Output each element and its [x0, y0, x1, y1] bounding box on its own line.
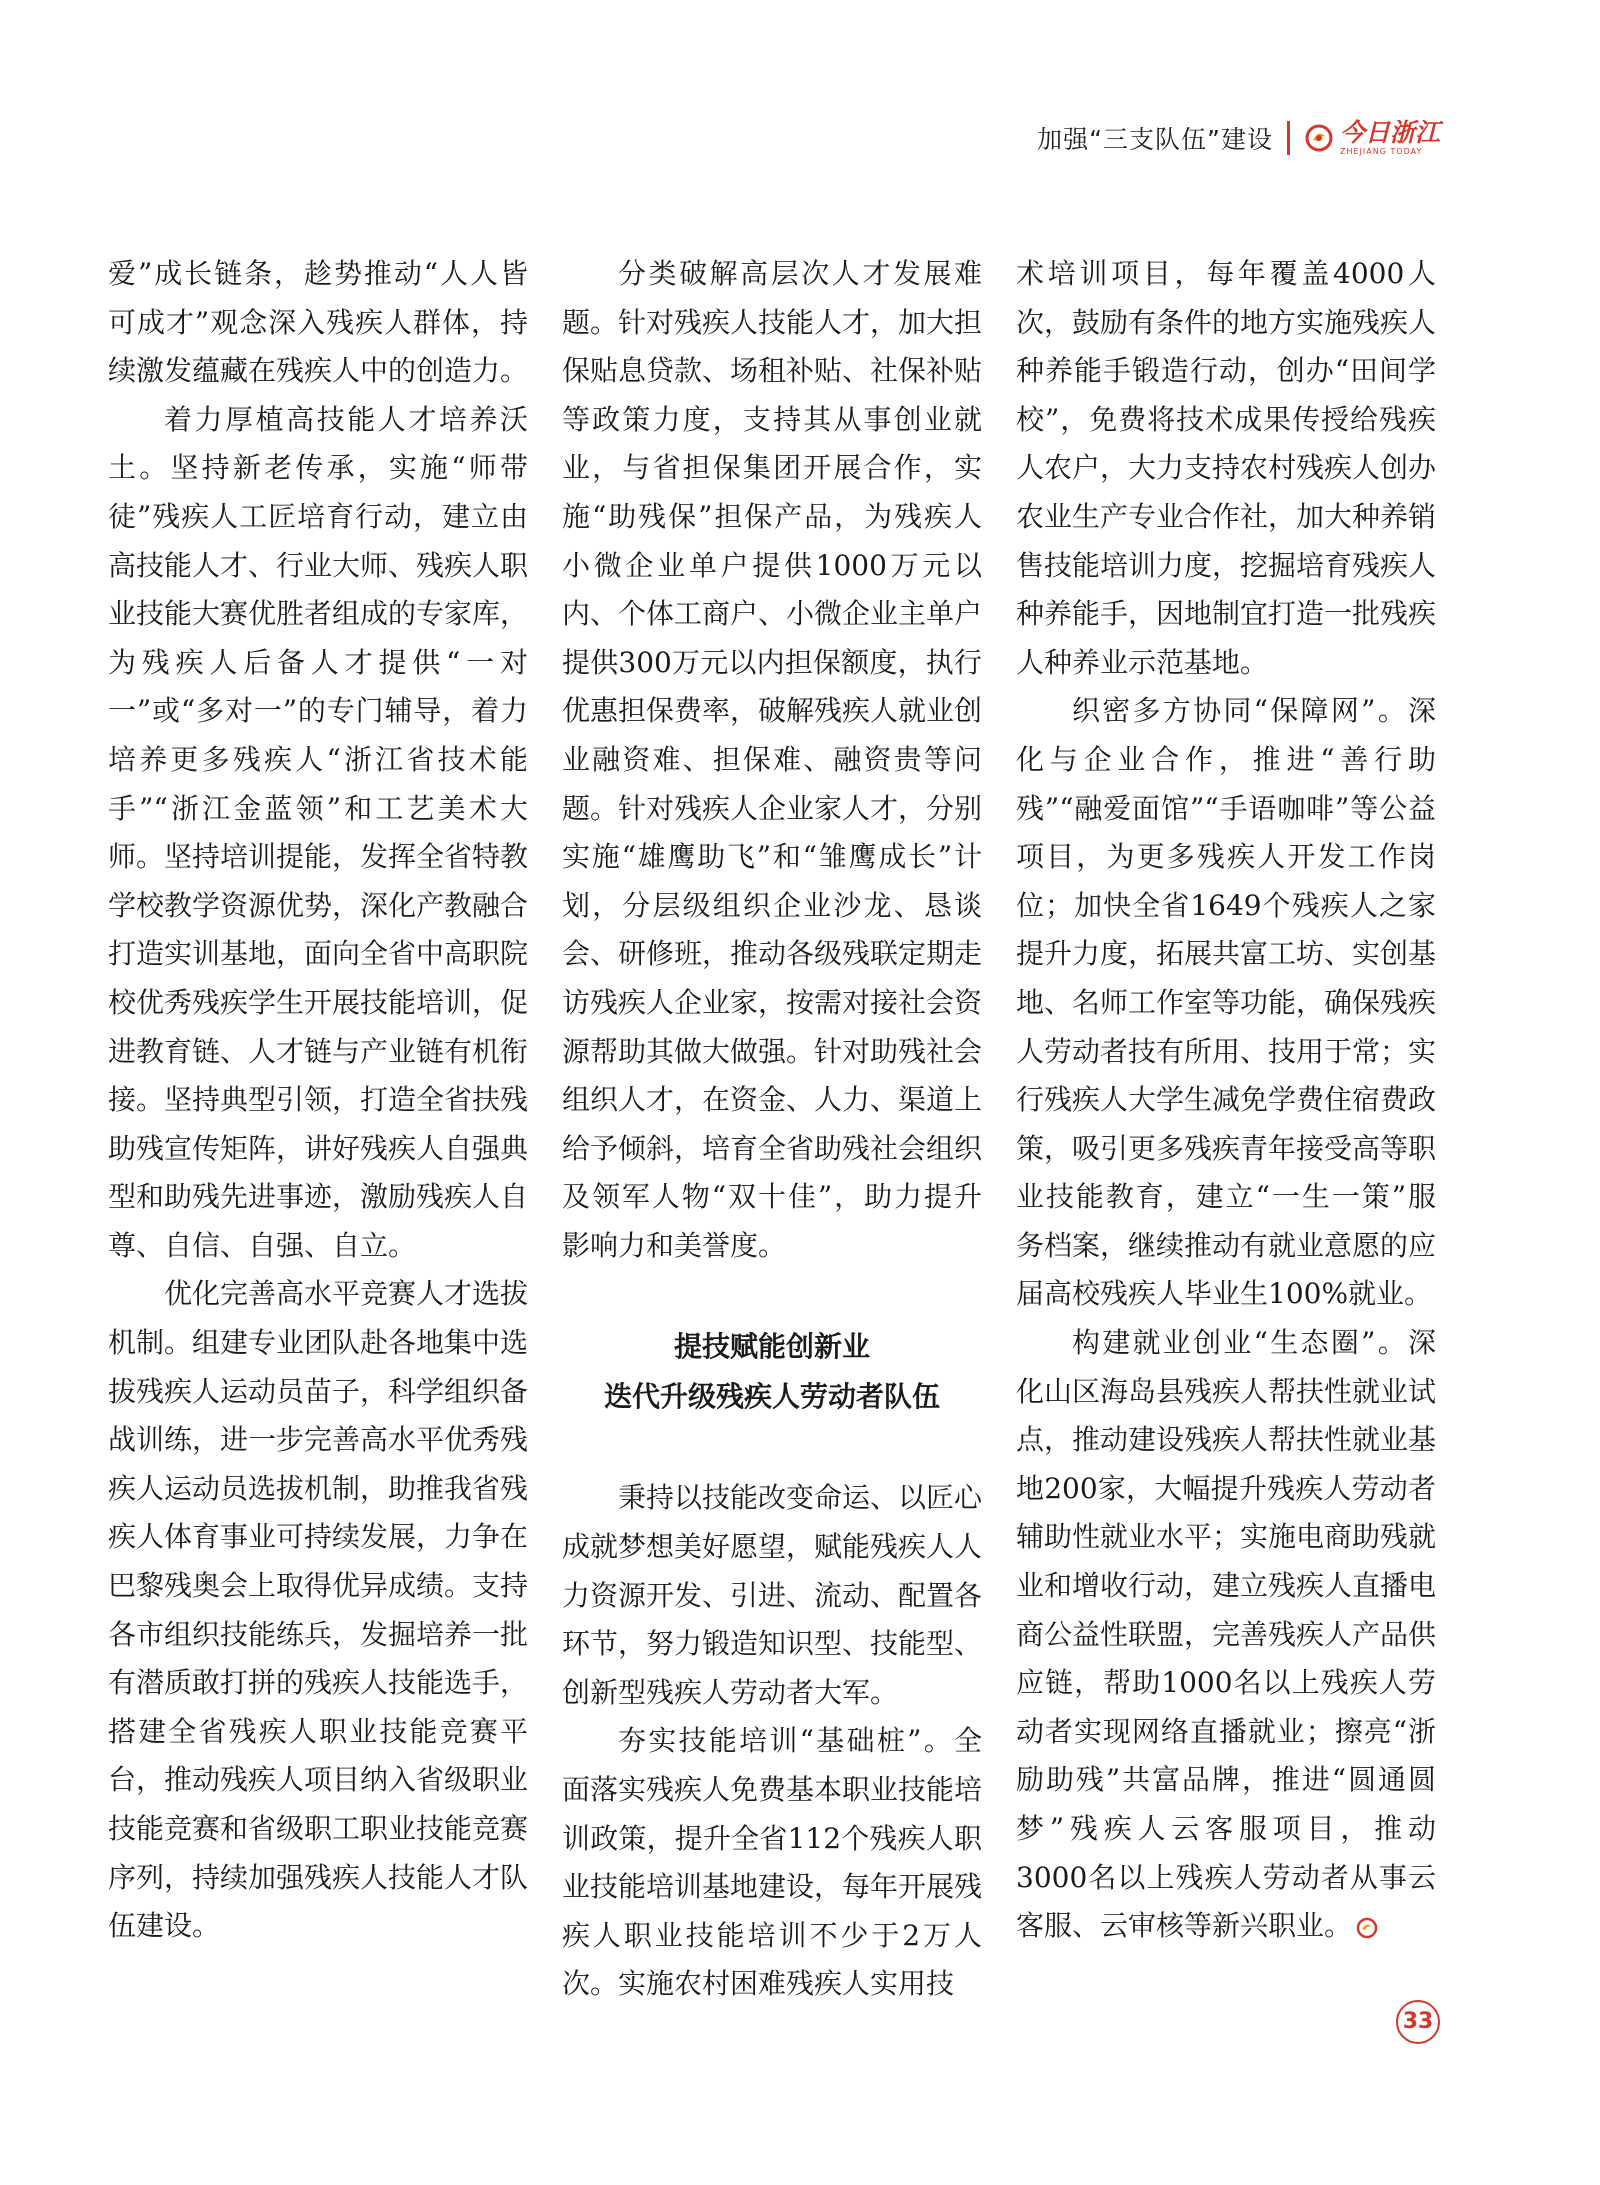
- paragraph: [1016, 1319, 1436, 1951]
- logo-chinese: 今日浙江: [1339, 118, 1440, 147]
- page-header: [1037, 120, 1440, 156]
- logo-english: ZHEJIANG TODAY: [1339, 147, 1423, 156]
- paragraph: 夯实技能培训“基础桩”。全面落实残疾人免费基本职业技能培训政策，提升全省112个残疾人职业技能培训基地建设，每年开展残疾人职业技能培训不少于2万人次。实施农村困难残疾人实用技: [562, 1724, 983, 2001]
- paragraph: 优化完善高水平竞赛人才选拔机制。组建专业团队赴各地集中选拔残疾人运动员苗子，科学组织备战训练，进一步完善高水平优秀残疾人运动员选拔机制，助推我省残疾人体育事业可持续发展，力争在巴黎残奥会上取得优异成绩。支持各市组织技能练兵，发掘培养一批有潜质敢打拼的残疾人技能选手，搭建全省残疾人职业技能竞赛平台，推动残疾人项目纳入省级职业技能竞赛和省级职工职业技能竞赛序列，持续加强残疾人技能人才队伍建设。: [108, 1277, 529, 1943]
- column-3: [1016, 250, 1436, 1951]
- column-1: [108, 250, 528, 1951]
- paragraph: 秉持以技能改变命运、以匠心成就梦想美好愿望，赋能残疾人人力资源开发、引进、流动、配置各环节，努力锻造知识型、技能型、创新型残疾人劳动者大军。: [562, 1481, 983, 1709]
- section-heading-line-1: 提技赋能创新业: [673, 1330, 870, 1364]
- paragraph-text: 构建就业创业“生态圈”。深化山区海岛县残疾人帮扶性就业试点，推动建设残疾人帮扶性就业基地200家，大幅提升残疾人劳动者辅助性就业水平；实施电商助残就业和增收行动，建立残疾人直播电商公益性联盟，完善残疾人产品供应链，帮助1000名以上残疾人劳动者实现网络直播就业；擦亮“浙励助残”共富品牌，推进“圆通圆梦”残疾人云客服项目，推动3000名以上残疾人劳动者从事云客服、云审核等新兴职业。: [1016, 1326, 1437, 1943]
- header-divider: [1287, 121, 1290, 155]
- swirl-logo-icon: [1304, 123, 1334, 153]
- section-heading-line-2: 迭代升级残疾人劳动者队伍: [603, 1380, 940, 1414]
- section-heading: [562, 1322, 982, 1422]
- paragraph: 着力厚植高技能人才培养沃土。坚持新老传承，实施“师带徒”残疾人工匠培育行动，建立由高技能人才、行业大师、残疾人职业技能大赛优胜者组成的专家库，为残疾人后备人才提供“一对一”或“多对一”的专门辅导，着力培养更多残疾人“浙江省技术能手”“浙江金蓝领”和工艺美术大师。坚持培训提能，发挥全省特教学校教学资源优势，深化产教融合打造实训基地，面向全省中高职院校优秀残疾学生开展技能培训，促进教育链、人才链与产业链有机衔接。坚持典型引领，打造全省扶残助残宣传矩阵，讲好残疾人自强典型和助残先进事迹，激励残疾人自尊、自信、自强、自立。: [108, 402, 529, 1262]
- paragraph: 分类破解高层次人才发展难题。针对残疾人技能人才，加大担保贴息贷款、场租补贴、社保补贴等政策力度，支持其从事创业就业，与省担保集团开展合作，实施“助残保”担保产品，为残疾人小微企业单户提供1000万元以内、个体工商户、小微企业主单户提供300万元以内担保额度，执行优惠担保费率，破解残疾人就业创业融资难、担保难、融资贵等问题。针对残疾人企业家人才，分别实施“雄鹰助飞”和“雏鹰成长”计划，分层级组织企业沙龙、恳谈会、研修班，推动各级残联定期走访残疾人企业家，按需对接社会资源帮助其做大做强。针对助残社会组织人才，在资金、人力、渠道上给予倾斜，培育全省助残社会组织及领军人物“双十佳”，助力提升影响力和美誉度。: [562, 257, 983, 1262]
- end-mark-icon: [1356, 1917, 1378, 1939]
- paragraph: 织密多方协同“保障网”。深化与企业合作，推进“善行助残”“融爱面馆”“手语咖啡”等公益项目，为更多残疾人开发工作岗位；加快全省1649个残疾人之家提升力度，拓展共富工坊、实创基地、名师工作室等功能，确保残疾人劳动者技有所用、技用于常；实行残疾人大学生减免学费住宿费政策，吸引更多残疾青年接受高等职业技能教育，建立“一生一策”服务档案，继续推动有就业意愿的应届高校残疾人毕业生100%就业。: [1016, 694, 1437, 1311]
- series-title: 加强“三支队伍”建设: [1037, 125, 1273, 154]
- paragraph: 爱”成长链条，趁势推动“人人皆可成才”观念深入残疾人群体，持续激发蕴藏在残疾人中的创造力。: [108, 257, 529, 388]
- column-2: [562, 250, 982, 2009]
- paragraph: 术培训项目，每年覆盖4000人次，鼓励有条件的地方实施残疾人种养能手锻造行动，创办“田间学校”，免费将技术成果传授给残疾人农户，大力支持农村残疾人创办农业生产专业合作社，加大种养销售技能培训力度，挖掘培育残疾人种养能手，因地制宜打造一批残疾人种养业示范基地。: [1016, 257, 1437, 679]
- magazine-logo: [1304, 120, 1440, 156]
- page-number: 33: [1396, 2000, 1440, 2044]
